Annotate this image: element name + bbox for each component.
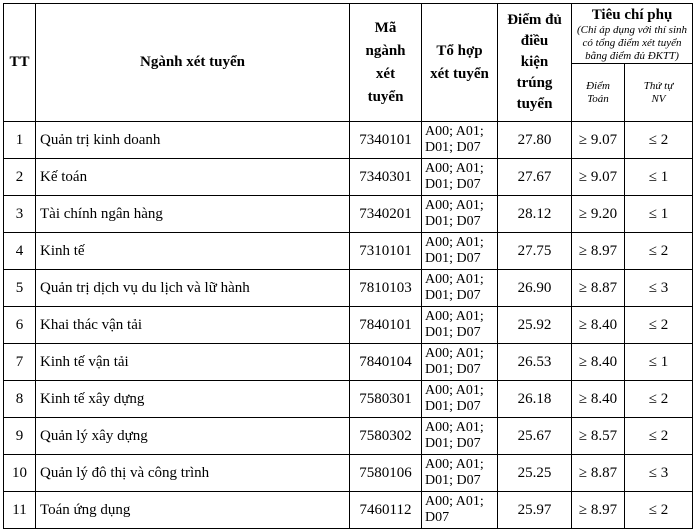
row-combination-line2: D01; D07: [425, 177, 481, 192]
row-combination: [422, 492, 498, 529]
row-math-criteria: ≥ 9.07: [572, 122, 625, 159]
row-score: 27.67: [498, 159, 572, 196]
row-math-criteria: ≥ 8.87: [572, 270, 625, 307]
header-math-score: Điểm Toán: [572, 64, 625, 122]
row-code: 7840101: [350, 307, 422, 344]
row-priority: ≤ 1: [625, 344, 693, 381]
row-tt: 6: [4, 307, 36, 344]
row-score: 25.67: [498, 418, 572, 455]
row-combination-line2: D01; D07: [425, 362, 481, 377]
row-major: Khai thác vận tải: [36, 307, 350, 344]
row-tt: 1: [4, 122, 36, 159]
row-code: 7340101: [350, 122, 422, 159]
row-tt: 10: [4, 455, 36, 492]
row-major: Quản lý đô thị và công trình: [36, 455, 350, 492]
row-code: 7580301: [350, 381, 422, 418]
table-row: [4, 122, 693, 159]
row-combination-line1: A00; A01;: [425, 346, 484, 361]
row-score: 28.12: [498, 196, 572, 233]
row-combination-line1: A00; A01;: [425, 124, 484, 139]
row-combination-line1: A00; A01;: [425, 272, 484, 287]
row-math-criteria: ≥ 9.20: [572, 196, 625, 233]
row-combination-line2: D01; D07: [425, 473, 481, 488]
row-combination-line1: A00; A01;: [425, 235, 484, 250]
row-math-criteria: ≥ 8.57: [572, 418, 625, 455]
row-combination: [422, 418, 498, 455]
criteria-note: (Chỉ áp dụng với thí sinh có tổng điểm xét tuyển bằng điểm đủ ĐKTT): [576, 24, 688, 62]
row-priority: ≤ 3: [625, 270, 693, 307]
row-math-criteria: ≥ 8.97: [572, 233, 625, 270]
table-row: [4, 270, 693, 307]
row-priority: ≤ 2: [625, 418, 693, 455]
row-math-criteria: ≥ 9.07: [572, 159, 625, 196]
header-tt: TT: [4, 4, 36, 122]
row-priority: ≤ 2: [625, 492, 693, 529]
row-code: 7580106: [350, 455, 422, 492]
row-score: 25.97: [498, 492, 572, 529]
row-combination-line2: D01; D07: [425, 399, 481, 414]
table-row: [4, 344, 693, 381]
row-tt: 4: [4, 233, 36, 270]
row-combination-line2: D01; D07: [425, 140, 481, 155]
row-code: 7840104: [350, 344, 422, 381]
row-major: Quản lý xây dựng: [36, 418, 350, 455]
row-tt: 8: [4, 381, 36, 418]
row-combination-line1: A00; A01;: [425, 383, 484, 398]
header-score: Điểm đủ điều kiện trúng tuyển: [498, 4, 572, 122]
table-row: [4, 381, 693, 418]
row-combination: [422, 344, 498, 381]
row-tt: 3: [4, 196, 36, 233]
row-combination-line1: A00; A01;: [425, 309, 484, 324]
row-major: Kế toán: [36, 159, 350, 196]
header-combination: Tổ hợp xét tuyển: [422, 4, 498, 122]
row-combination: [422, 196, 498, 233]
row-score: 25.25: [498, 455, 572, 492]
row-major: Kinh tế xây dựng: [36, 381, 350, 418]
row-math-criteria: ≥ 8.40: [572, 344, 625, 381]
row-priority: ≤ 2: [625, 381, 693, 418]
row-combination: [422, 270, 498, 307]
header-criteria: [572, 4, 693, 64]
admission-score-table: [3, 3, 693, 529]
table-row: [4, 159, 693, 196]
row-combination-line1: A00; A01;: [425, 420, 484, 435]
row-code: 7340201: [350, 196, 422, 233]
row-score: 25.92: [498, 307, 572, 344]
row-combination-line1: A00; A01;: [425, 457, 484, 472]
row-major: Toán ứng dụng: [36, 492, 350, 529]
row-major: Quản trị kinh doanh: [36, 122, 350, 159]
row-code: 7310101: [350, 233, 422, 270]
row-combination: [422, 122, 498, 159]
row-combination: [422, 159, 498, 196]
row-tt: 7: [4, 344, 36, 381]
table-row: [4, 307, 693, 344]
row-combination: [422, 455, 498, 492]
table-row: [4, 233, 693, 270]
admission-table-container: [3, 3, 693, 529]
row-math-criteria: ≥ 8.97: [572, 492, 625, 529]
row-priority: ≤ 1: [625, 196, 693, 233]
table-row: [4, 196, 693, 233]
header-code: Mã ngành xét tuyển: [350, 4, 422, 122]
header-priority: Thứ tự NV: [625, 64, 693, 122]
row-code: 7810103: [350, 270, 422, 307]
row-major: Tài chính ngân hàng: [36, 196, 350, 233]
row-tt: 2: [4, 159, 36, 196]
row-combination-line2: D01; D07: [425, 214, 481, 229]
row-combination: [422, 381, 498, 418]
row-score: 26.18: [498, 381, 572, 418]
table-row: [4, 455, 693, 492]
header-row: [4, 4, 693, 64]
row-priority: ≤ 2: [625, 233, 693, 270]
row-priority: ≤ 1: [625, 159, 693, 196]
row-combination: [422, 307, 498, 344]
row-tt: 11: [4, 492, 36, 529]
row-tt: 5: [4, 270, 36, 307]
row-major: Quản trị dịch vụ du lịch và lữ hành: [36, 270, 350, 307]
row-combination-line2: D01; D07: [425, 251, 481, 266]
row-score: 27.75: [498, 233, 572, 270]
row-priority: ≤ 2: [625, 122, 693, 159]
row-combination-line2: D01; D07: [425, 325, 481, 340]
row-tt: 9: [4, 418, 36, 455]
row-priority: ≤ 3: [625, 455, 693, 492]
row-combination-line1: A00; A01;: [425, 494, 484, 509]
row-major: Kinh tế: [36, 233, 350, 270]
row-score: 26.53: [498, 344, 572, 381]
row-math-criteria: ≥ 8.87: [572, 455, 625, 492]
row-code: 7460112: [350, 492, 422, 529]
row-code: 7580302: [350, 418, 422, 455]
criteria-title: Tiêu chí phụ: [591, 7, 673, 23]
row-score: 27.80: [498, 122, 572, 159]
row-priority: ≤ 2: [625, 307, 693, 344]
row-combination: [422, 233, 498, 270]
row-math-criteria: ≥ 8.40: [572, 381, 625, 418]
row-score: 26.90: [498, 270, 572, 307]
header-major: Ngành xét tuyển: [36, 4, 350, 122]
row-combination-line2: D01; D07: [425, 436, 481, 451]
table-row: [4, 492, 693, 529]
row-math-criteria: ≥ 8.40: [572, 307, 625, 344]
row-code: 7340301: [350, 159, 422, 196]
row-combination-line1: A00; A01;: [425, 198, 484, 213]
row-combination-line2: D07: [425, 510, 450, 525]
row-combination-line2: D01; D07: [425, 288, 481, 303]
row-major: Kinh tế vận tải: [36, 344, 350, 381]
row-combination-line1: A00; A01;: [425, 161, 484, 176]
table-row: [4, 418, 693, 455]
